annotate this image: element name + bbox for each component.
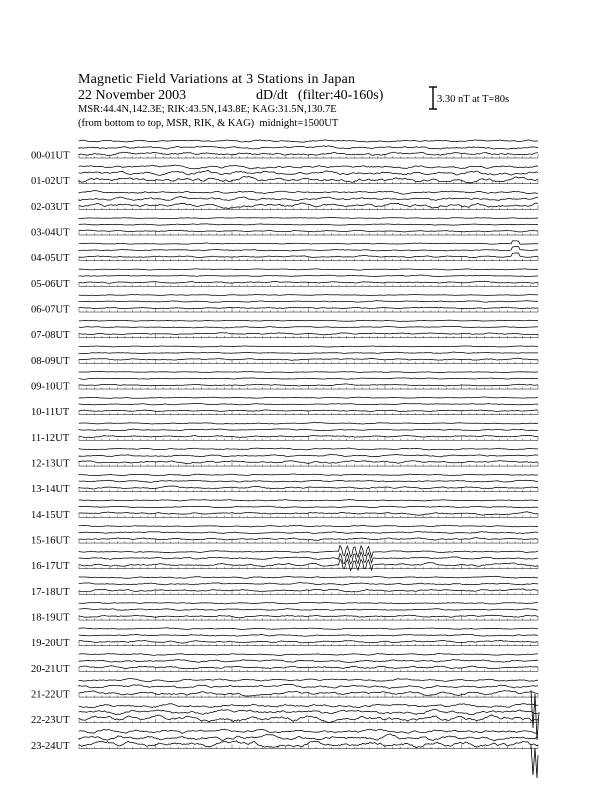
hour-label: 08-09UT bbox=[31, 355, 70, 367]
station-trace bbox=[79, 403, 538, 405]
station-trace bbox=[79, 704, 538, 708]
station-trace bbox=[79, 397, 538, 398]
hour-label: 06-07UT bbox=[31, 304, 70, 316]
order-note: (from bottom to top, MSR, RIK, & KAG) bbox=[78, 118, 255, 129]
hour-label: 03-04UT bbox=[31, 227, 70, 239]
hour-label: 15-16UT bbox=[31, 535, 70, 547]
station-trace bbox=[79, 429, 538, 431]
station-trace bbox=[79, 602, 538, 604]
hour-label: 19-20UT bbox=[31, 638, 70, 650]
station-trace bbox=[79, 423, 538, 425]
stations-line: MSR:44.4N,142.3E; RIK:43.5N,143.8E; KAG:31.5N,130.7E bbox=[78, 104, 337, 115]
hour-row bbox=[31, 320, 538, 341]
station-trace bbox=[79, 140, 538, 142]
hour-row bbox=[31, 654, 538, 675]
station-trace bbox=[79, 275, 538, 277]
hour-row bbox=[31, 500, 538, 521]
station-trace bbox=[79, 448, 538, 450]
hour-row bbox=[31, 241, 538, 264]
station-trace bbox=[79, 191, 538, 195]
station-trace bbox=[79, 294, 538, 295]
hour-label: 13-14UT bbox=[31, 484, 70, 496]
station-trace bbox=[79, 480, 538, 482]
station-trace bbox=[79, 320, 538, 321]
station-trace bbox=[79, 552, 538, 564]
station-trace bbox=[79, 500, 538, 501]
scale-label: 3.30 nT at T=80s bbox=[437, 94, 510, 105]
hour-row bbox=[31, 371, 538, 392]
station-trace bbox=[79, 506, 538, 508]
chart-title: Magnetic Field Variations at 3 Stations in Japan bbox=[78, 72, 356, 87]
station-trace bbox=[79, 224, 538, 225]
station-trace bbox=[79, 152, 538, 155]
hour-label: 07-08UT bbox=[31, 330, 70, 342]
station-trace bbox=[79, 301, 538, 303]
station-trace bbox=[79, 474, 538, 476]
hour-label: 02-03UT bbox=[31, 201, 70, 213]
station-trace bbox=[79, 352, 538, 353]
station-trace bbox=[79, 371, 538, 372]
station-trace bbox=[79, 634, 538, 636]
station-trace bbox=[79, 628, 538, 630]
station-trace bbox=[79, 525, 538, 527]
station-trace bbox=[79, 546, 538, 558]
hour-label: 12-13UT bbox=[31, 458, 70, 470]
station-trace bbox=[79, 218, 538, 219]
hour-label: 14-15UT bbox=[31, 509, 70, 521]
station-trace bbox=[79, 678, 538, 681]
station-trace bbox=[79, 146, 538, 149]
hour-row bbox=[31, 346, 538, 367]
hour-label: 04-05UT bbox=[31, 253, 70, 265]
station-trace bbox=[79, 709, 538, 715]
midnight-note: midnight=1500UT bbox=[259, 118, 339, 129]
hour-label: 09-10UT bbox=[31, 381, 70, 393]
hour-label: 20-21UT bbox=[31, 663, 70, 675]
hour-row bbox=[31, 602, 538, 623]
hour-label: 23-24UT bbox=[31, 740, 70, 752]
station-trace bbox=[79, 196, 538, 200]
station-trace bbox=[79, 247, 538, 251]
hour-row bbox=[31, 546, 538, 573]
station-trace bbox=[79, 608, 538, 610]
hour-label: 10-11UT bbox=[31, 407, 70, 419]
station-trace bbox=[79, 253, 538, 258]
station-trace bbox=[79, 384, 538, 386]
hour-row bbox=[31, 525, 538, 546]
station-trace bbox=[79, 326, 538, 328]
station-trace bbox=[79, 378, 538, 379]
station-trace bbox=[79, 659, 538, 662]
station-trace bbox=[79, 576, 538, 578]
station-trace bbox=[79, 583, 538, 585]
station-trace bbox=[79, 269, 538, 270]
hour-row bbox=[31, 191, 538, 213]
hour-row bbox=[31, 576, 538, 598]
hour-label: 17-18UT bbox=[31, 586, 70, 598]
station-trace bbox=[79, 532, 538, 534]
hour-label: 21-22UT bbox=[31, 689, 70, 701]
trace-spike bbox=[531, 745, 538, 778]
hour-row bbox=[31, 140, 538, 162]
hour-row bbox=[31, 218, 538, 239]
station-trace bbox=[79, 241, 538, 244]
date-label: 22 November 2003 bbox=[78, 88, 187, 103]
station-trace bbox=[79, 734, 538, 741]
station-trace bbox=[79, 654, 538, 656]
hour-row bbox=[31, 628, 538, 649]
station-trace bbox=[79, 170, 538, 175]
hour-row bbox=[31, 729, 538, 752]
hour-row bbox=[31, 423, 538, 444]
station-trace bbox=[79, 346, 538, 347]
quantity-label: dD/dt bbox=[256, 88, 288, 103]
hour-row bbox=[31, 269, 538, 290]
hour-label: 01-02UT bbox=[31, 176, 70, 188]
hour-label: 11-12UT bbox=[31, 432, 70, 444]
hour-row bbox=[31, 678, 538, 700]
hour-row bbox=[31, 448, 538, 470]
hour-row bbox=[31, 704, 538, 727]
hour-row bbox=[31, 397, 538, 418]
hour-label: 00-01UT bbox=[31, 150, 70, 162]
station-trace bbox=[79, 729, 538, 733]
hour-label: 16-17UT bbox=[31, 561, 70, 573]
hour-label: 18-19UT bbox=[31, 612, 70, 624]
station-trace bbox=[79, 230, 538, 232]
hour-row bbox=[31, 165, 538, 187]
hour-row bbox=[31, 474, 538, 495]
station-trace bbox=[79, 165, 538, 169]
station-trace bbox=[79, 455, 538, 457]
station-trace bbox=[79, 538, 538, 541]
filter-label: (filter:40-160s) bbox=[297, 88, 384, 103]
hour-label: 22-23UT bbox=[31, 715, 70, 727]
hour-label: 05-06UT bbox=[31, 278, 70, 290]
trace-spike bbox=[531, 690, 539, 740]
station-trace bbox=[79, 684, 538, 688]
hour-row bbox=[31, 294, 538, 315]
